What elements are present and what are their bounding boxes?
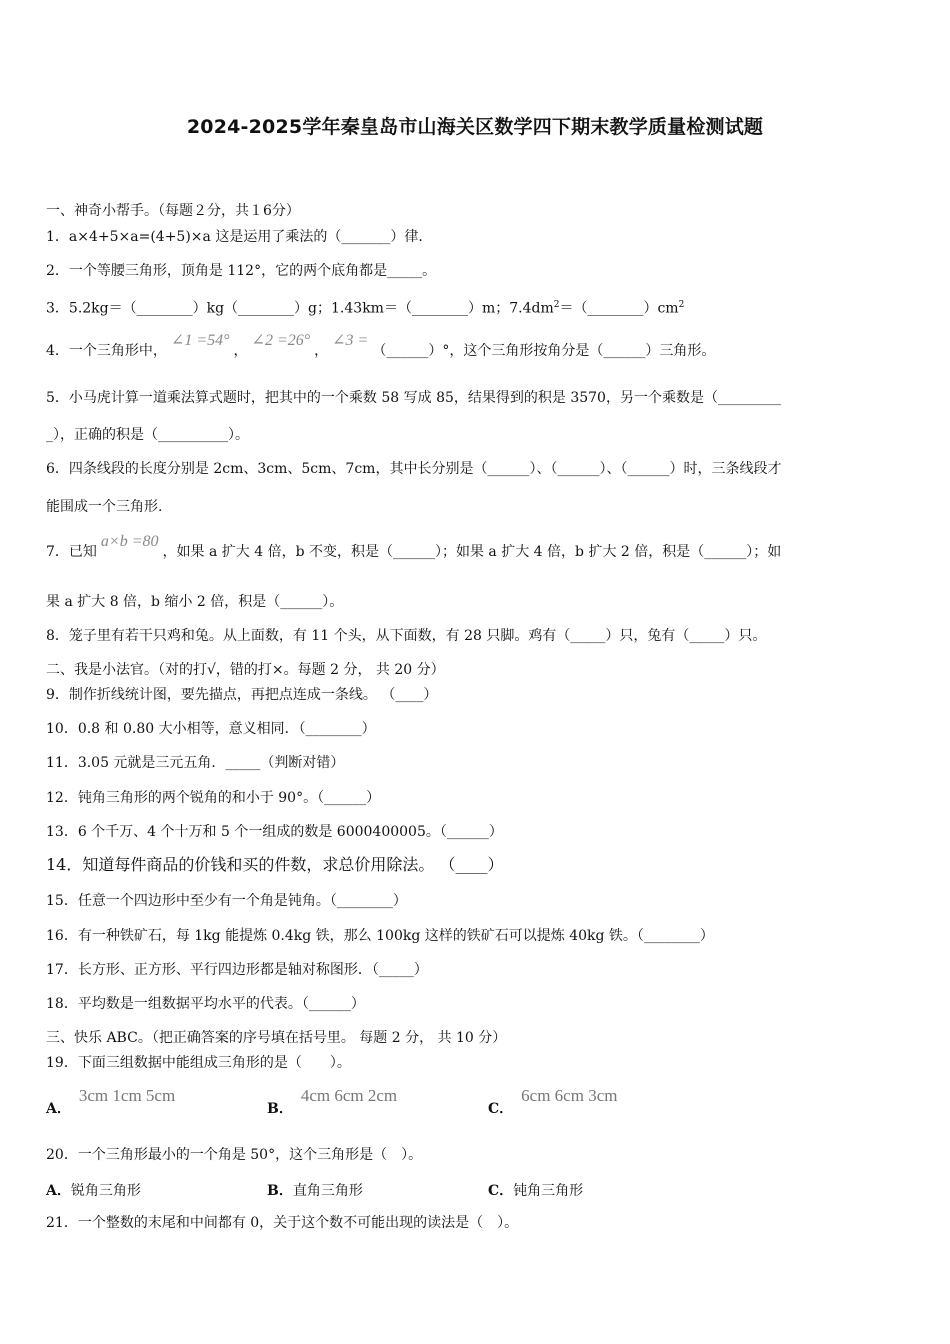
option-a [46,1180,141,1200]
superscript: 2 [678,300,685,310]
question-4-lead: 4．一个三角形中， [46,343,167,359]
section-1-header: 一、神奇小帮手。（每题２分，共１6分） [46,203,300,219]
question-17: 17．长方形、正方形、平行四边形都是轴对称图形．（_____） [46,962,428,978]
question-4-tail: （______）°，这个三角形按角分是（______）三角形。 [372,343,716,359]
question-9: 9．制作折线统计图，要先描点，再把点连成一条线。 （____） [46,687,438,703]
question-5-line-2: _），正确的积是（__________）。 [46,427,249,443]
question-7-line-1 [46,533,908,562]
angle-3-formula: ∠3 = [332,332,369,349]
option-label: B． [267,1101,293,1117]
option-text: 4cm 6cm 2cm [300,1086,398,1105]
option-label: C． [488,1101,514,1117]
option-text: 6cm 6cm 3cm [521,1086,618,1105]
question-18: 18．平均数是一组数据平均水平的代表。（______） [46,996,365,1012]
question-7-lead: 7．已知 [46,544,97,560]
angle-2-formula: ∠2 =26° [251,332,311,349]
question-20: 20．一个三角形最小的一个角是 50°，这个三角形是（ ）。 [46,1147,423,1163]
option-a [46,1086,176,1118]
question-21: 21．一个整数的末尾和中间都有 0，关于这个数不可能出现的读法是（ ）。 [46,1215,519,1231]
option-label: A． [46,1101,71,1117]
question-7-tail: ，如果 a 扩大 4 倍，b 不变，积是（______）；如果 a 扩大 4 倍，b 扩大 2 倍，积是（______）；如 [162,544,782,560]
question-7-line-2: 果 a 扩大 8 倍，b 缩小 2 倍，积是（______）。 [46,594,344,610]
question-1: 1．a×4+5×a=(4+5)×a 这是运用了乘法的（_______）律. [46,229,423,245]
question-4: 4．一个三角形中，∠1 =54°，∠2 =26°，∠3 =（______）°，这个三角形按角分是（______）三角形。 [46,332,716,359]
question-15: 15．任意一个四边形中至少有一个角是钝角。（________） [46,893,407,909]
option-text: 直角三角形 [292,1183,363,1199]
question-12: 12．钝角三角形的两个锐角的和小于 90°。（______） [46,790,381,806]
question-6-line-1: 6．四条线段的长度分别是 2cm、3cm、5cm、7cm，其中长分别是（______）、（______）、（______）时，三条线段才 [46,461,782,477]
question-2: 2．一个等腰三角形，顶角是 112°，它的两个底角都是_____。 [46,263,437,279]
question-8: 8．笼子里有若干只鸡和兔。从上面数，有 11 个头，从下面数，有 28 只脚。鸡有（_____）只，兔有（_____）只。 [46,628,767,644]
question-19: 19．下面三组数据中能组成三角形的是（ ）。 [46,1055,351,1071]
option-text: 锐角三角形 [70,1183,141,1199]
question-10: 10．0.8 和 0.80 大小相等，意义相同．（________） [46,721,376,737]
option-c [488,1180,583,1200]
question-3 [46,295,908,319]
question-11: 11．3.05 元就是三元五角．_____（判断对错） [46,755,345,771]
option-text: 3cm 1cm 5cm [78,1086,176,1105]
section-3-header: 三、快乐 ABC。（把正确答案的序号填在括号里。 每题 2 分， 共 10 分） [46,1030,507,1046]
section-2-header: 二、我是小法官。（对的打√，错的打×。每题 2 分， 共 20 分） [46,662,445,678]
option-text: 钝角三角形 [513,1183,584,1199]
question-13: 13．6 个千万、4 个十万和 5 个一组成的数是 6000400005。（______） [46,824,503,840]
product-formula: a×b =80 [100,533,159,550]
superscript: 2 [553,300,560,310]
question-6-line-2: 能围成一个三角形. [46,499,163,515]
page-title: 2024-2025学年秦皇岛市山海关区数学四下期末教学质量检测试题 [186,116,764,138]
option-label: C． [488,1183,514,1199]
question-14: 14．知道每件商品的价钱和买的件数，求总价用除法。 （____） [46,855,504,874]
question-16: 16．有一种铁矿石，每 1kg 能提炼 0.4kg 铁，那么 100kg 这样的铁矿石可以提炼 40kg 铁。（________） [46,928,714,944]
option-b [267,1086,398,1118]
option-c [488,1086,618,1118]
question-3-text: 3．5.2kg＝（________）kg（________）g；1.43km＝（________）m；7.4dm [46,300,554,317]
option-label: B． [267,1183,293,1199]
option-b [267,1180,363,1200]
angle-1-formula: ∠1 =54° [170,332,230,349]
option-label: A． [46,1183,71,1199]
question-3-text-2: ＝（________）cm [559,300,679,317]
question-5-line-1: 5．小马虎计算一道乘法算式题时，把其中的一个乘数 58 写成 85，结果得到的积是 3570，另一个乘数是（_________ [46,390,781,406]
